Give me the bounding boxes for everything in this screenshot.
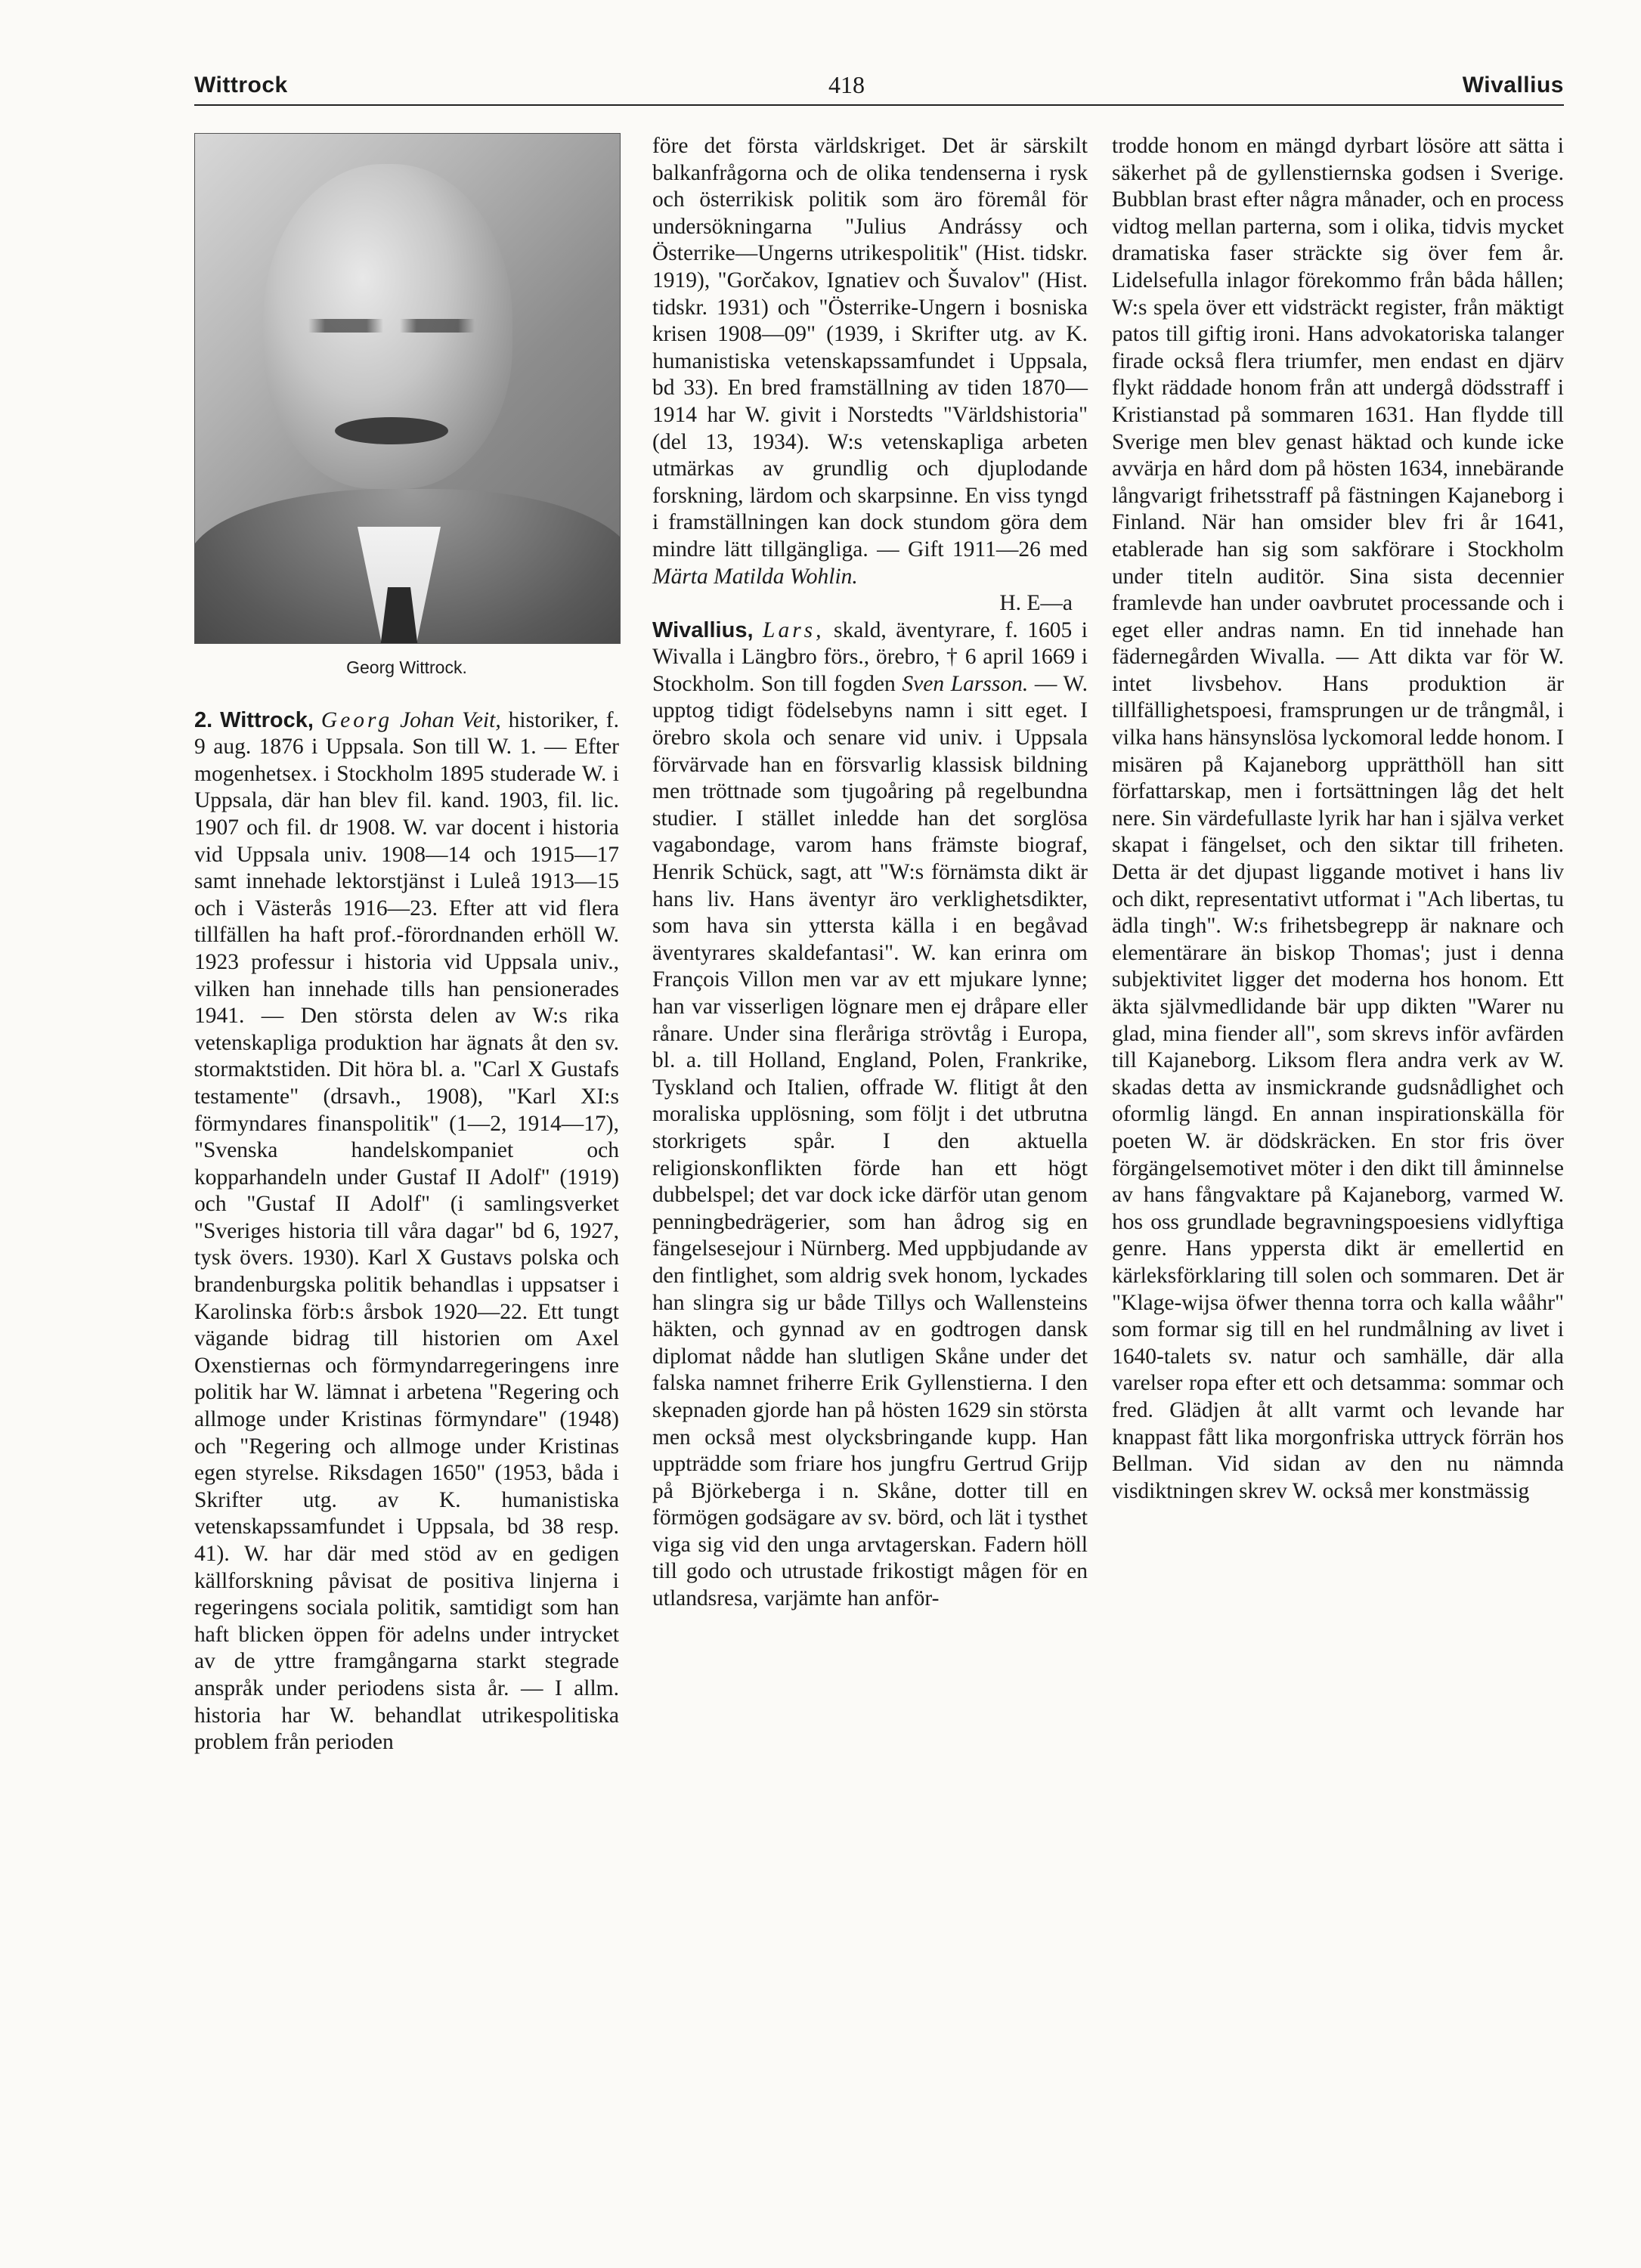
- author-signature: H. E—a: [999, 591, 1073, 616]
- father-name: Sven Larsson.: [902, 671, 1029, 696]
- entry-surname-wivallius: Wivallius,: [652, 617, 754, 642]
- portrait-photo: [194, 133, 621, 644]
- entry-number: 2.: [194, 707, 213, 732]
- entry-wivallius-cont: trodde honom en mängd dyrbart lösöre att sätta i säkerhet på de gyllenstiernska godsen i Sverige. Bubblan brast efter några månader, och en process vidtog mellan parterna, som i olika, tidvis mycket dramatiska faser sträckte sig över fem år. Lidelsefulla inlagor förekommo från båda hållen; W:s spela över ett vidsträckt register, från mäktigt patos till giftig ironi. Hans advokatoriska talanger firade också flera triumfer, men endast en djärv flykt räddade honom från att undergå dödsstraff i Kristianstad på sommaren 1631. Han flydde till Sverige men blev genast häktad och kunde icke avvärja en hård dom på hösten 1634, innebärande långvarigt frihetsstraff på fästningen Kajaneborg i Finland. När han omsider blev fri år 1641, etablerade han sig som sakförare i Stockholm under titeln auditör. Sina sista decennier framlevde han under oavbrutet processande och i eget eller andras namn. En tid innehade han fädernegården Wivalla. — Att dikta var för W. intet livsbehov. Hans produktion är tillfällighetspoesi, framsprungen ur de trångmål, i vilka hans hänsynslösa lyckomoral ledde honom. I misären på Kajaneborg upprätthöll han sitt författarskap, men i fortsättningen låg det helt nere. Sin värdefullaste lyrik har han i själva verket skapat i fängelset, och den siktar till friheten. Detta är det djupast liggande motivet i hans liv och dikt, representativt utformat i "Ach libertas, tu ädla tingh". W:s frihetsbegrepp är naknare och elementärare än biskop Thomas'; just i denna subjektivitet ligger det moderna hos honom. Ett äkta självmedlidande bär upp dikten "Warer nu glad, mina fiender all", som skrevs inför avfärden till Kajaneborg. Liksom flera andra verk av W. skadas detta av insmickrande gudsnådlighet och oformlig längd. En annan inspirationskälla för poeten W. är dödskräcken. En stor fris över förgängelsemotivet möter i den dikt till åminnelse av hans fångvaktare på Kajaneborg, varmed W. hos oss grundlade begravningspoesiens vidlyftiga genre. Hans yppersta dikt är emellertid en kärleksförklaring till solen och sommaren. Det är "Klage-wijsa öfwer thenna torra och kalla wååhr" som formar sig till en hel rundmålning av livet i 1640-talets sv. natur och samhälle, där alla varelser ropa efter ett och detsamma: sommar och fred. Glädjen åt allt varmt och levande har knappast fått lika morgonfriska uttryck förrän hos Bellman. Vid sidan av den nu nämnda visdiktningen skrev W. också mer konstmässig: [1112, 134, 1564, 1503]
- page-number: 418: [828, 71, 865, 98]
- entry-firstname: Georg: [320, 707, 393, 732]
- entry-body-b: — W. upptog tidigt födelsebyns namn i sitt eget. I örebro skola och senare vid univ. i Uppsala förvärvade han en försvarlig klassisk bildning men tröttnade som tjugoåring på regelbundna studier. I stället inledde han det sorglösa vagabondage, varom hans främste biograf, Henrik Schück, sagt, att "W:s förnämsta dikt är hans liv. Hans äventyr äro verklighetsdikter, som hava sin yttersta källa i en begåvad äventyrares skaldefantasi". W. kan erinra om François Villon men var av ett mjukare lynne; han var visserligen lögnare men ej dråpare eller rånare. Under sina fleråriga strövtåg i Europa, bl. a. till Holland, England, Polen, Frankrike, Tyskland och Italien, offrade W. flitigt åt den moraliska upplösning, som följt i det utbrutna storkrigets spår. I den aktuella religionskonflikten förde han ett högt dubbelspel; det var dock icke därför utan genom penningbedrägerier, som han ådrog sig en fängelsesejour i Nürnberg. Med uppbjudande av den fintlighet, som aldrig svek honom, lyckades han slingra sig ur både Tillys och Wallensteins häkten, och gynnad av en godtrogen dansk diplomat nådde han slutligen Skåne under det falska namnet friherre Erik Gyllenstierna. I den skepnaden gjorde han på hösten 1629 sin största men också mest olycksbringande kupp. Han uppträdde som friare hos jungfru Gertrud Grijp på Björkeberga i n. Skåne, dotter till en förmögen godsägare av sv. börd, och lät i tysthet viga sig vid den unga arvtagerskan. Fadern höll till godo och utrustade frikostigt mågen för en utlandsresa, varjämte han anför-: [652, 671, 1088, 1611]
- header-rule: [194, 104, 1564, 106]
- entry-wittrock-cont: [652, 133, 1088, 590]
- column-2: [652, 133, 1088, 1613]
- entry-firstname-rest: Johan Veit,: [400, 707, 501, 732]
- entry-body: historiker, f. 9 aug. 1876 i Uppsala. Son till W. 1. — Efter mogenhetsex. i Stockholm 1895 studerade W. i Uppsala, där han blev fil. kand. 1903, fil. lic. 1907 och fil. dr 1908. W. var docent i historia vid Uppsala univ. 1908—14 och 1915—17 samt innehade lektorstjänst i Luleå 1913—15 och i Västerås 1916—23. Efter att vid flera tillfällen ha haft prof.-förordnanden erhöll W. 1923 professur i historia vid Uppsala univ., vilken han innehade tills han pensionerades 1941. — Den största delen av W:s rika vetenskapliga produktion har ägnats åt den sv. stormaktstiden. Dit höra bl. a. "Carl X Gustafs testamente" (drsavh., 1908), "Karl XI:s förmyndares finanspolitik" (1—2, 1914—17), "Svenska handelskompaniet och kopparhandeln under Gustaf II Adolf" (1919) och "Gustaf II Adolf" (i samlingsverket "Sveriges historia till våra dagar" bd 6, 1927, tysk övers. 1930). Karl X Gustavs polska och brandenburgska politik behandlas i uppsatser i Karolinska förb:s årsbok 1920—22. Ett tungt vägande bidrag till historien om Axel Oxenstiernas och förmyndarregeringens inre politik har W. lämnat i arbetena "Regering och allmoge under Kristinas förmyndare" (1948) och "Regering och allmoge under Kristinas egen styrelse. Riksdagen 1650" (1953, båda i Skrifter utg. av K. humanistiska vetenskapssamfundet i Uppsala, bd 38 resp. 41). W. har där med stöd av en gedigen källforskning påvisat de positiva linjerna i regeringens sociala politik, samtidigt som han haft blicken öppen för adelns under intrycket av de yttre framgångarna starkt stegrade anspråk under periodens sista år. — I allm. historia har W. behandlat utrikespolitiska problem från perioden: [194, 707, 619, 1755]
- entry-firstname-wivallius: Lars,: [763, 617, 825, 642]
- entry-body-a: skald, äventyrare, f. 1605 i Wivalla i Längbro förs., örebro, † 6 april 1669 i Stockholm. Son till fogden: [652, 617, 1088, 696]
- entry-wittrock: [194, 707, 619, 1756]
- entry-surname: Wittrock,: [220, 707, 314, 732]
- running-head-left: Wittrock: [194, 73, 288, 97]
- signature-line: [652, 590, 1088, 617]
- entry-body-cont: före det första världskriget. Det är särskilt balkanfrågorna och de olika tendenserna i rysk och österrikisk politik som äro föremål för undersökningarna "Julius Andrássy och Österrike—Ungerns utrikespolitik" (Hist. tidskr. 1919), "Gorčakov, Ignatiev och Šuvalov" (Hist. tidskr. 1931) och "Österrike-Ungern i bosniska krisen 1908—09" (1939, i Skrifter utg. av K. humanistiska vetenskapssamfundet i Uppsala, bd 33). En bred framställning av tiden 1870—1914 har W. givit i Norstedts "Världshistoria" (del 13, 1934). W:s vetenskapliga arbeten utmärkas av grundlig och djuplodande forskning, lärdom och skarpsinne. En viss tyngd i framställningen kan dock stundom göra dem mindre lätt tillgängliga. — Gift 1911—26 med: [652, 134, 1088, 562]
- column-1: [194, 133, 619, 1756]
- column-3: [1112, 133, 1564, 1505]
- running-head-right: Wivallius: [1462, 73, 1564, 97]
- spouse-name: Märta Matilda Wohlin.: [652, 564, 858, 589]
- photo-caption: Georg Wittrock.: [346, 658, 467, 677]
- entry-wivallius: [652, 617, 1088, 1613]
